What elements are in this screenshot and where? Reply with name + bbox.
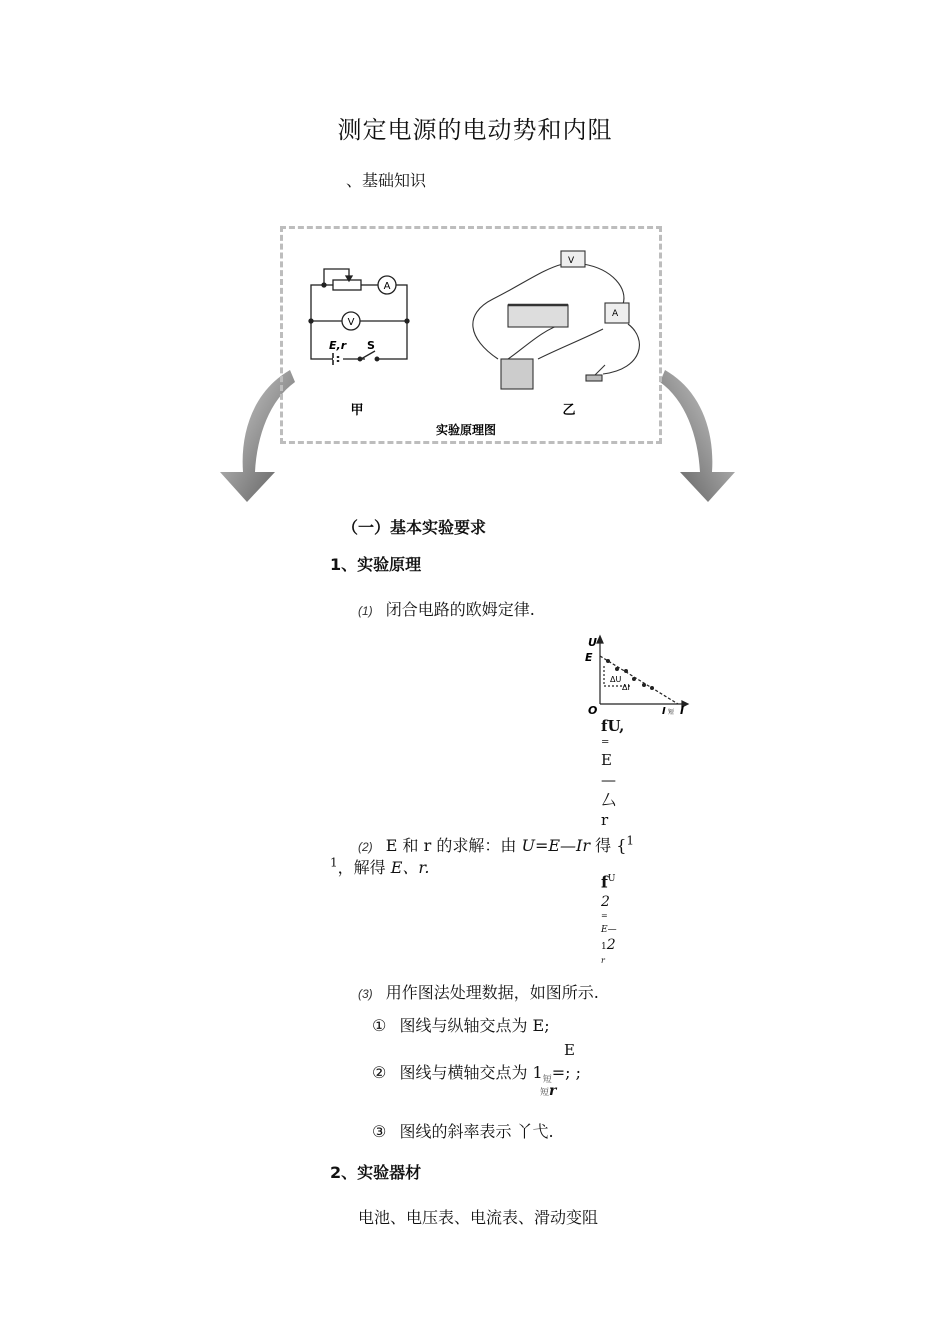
- paragraph-3: [358, 980, 599, 1003]
- point-3: [372, 1119, 554, 1142]
- equipment-text: 电池、电压表、电流表、滑动变阻: [358, 1208, 599, 1227]
- emf-label: E,r: [329, 339, 347, 352]
- point-2-frac-r: r: [549, 1083, 557, 1099]
- graph-u-axis: U: [588, 636, 597, 649]
- item-2-num: 2、: [330, 1163, 358, 1182]
- apparatus-ammeter-icon: A: [612, 309, 619, 319]
- item-2-label: 实验器材: [357, 1163, 422, 1182]
- fragment: E: [601, 751, 612, 769]
- label-yi: 乙: [562, 403, 576, 418]
- p2-brace: {: [616, 836, 627, 855]
- section-basic-knowledge: 、基础知识: [346, 171, 427, 190]
- p3-text: 用作图法处理数据，如图所示.: [385, 983, 599, 1002]
- graph-e-label: E: [585, 651, 593, 664]
- paragraph-2: [358, 833, 634, 856]
- fragment: 2: [601, 894, 610, 911]
- voltmeter-symbol: V: [347, 317, 355, 328]
- p2-sup: 1: [626, 833, 635, 848]
- p2-text-b: 得: [595, 836, 612, 855]
- fragment: U: [607, 874, 616, 884]
- graph-i-short-sub: 短: [668, 709, 675, 716]
- graph-delta-i: ΔI: [622, 683, 630, 692]
- p3-num: (3): [358, 987, 373, 1001]
- fragment: r: [601, 956, 605, 966]
- point-2-frac-bottom: [540, 1083, 556, 1099]
- subsection-heading: [342, 515, 486, 538]
- point-3-tail: 丫弋.: [516, 1122, 554, 1141]
- point-2: [372, 1060, 581, 1085]
- item-1-heading: [330, 552, 421, 575]
- point-2-frac-top: E: [564, 1041, 575, 1059]
- point-3-text: 图线的斜率表示: [399, 1122, 512, 1141]
- point-1-text: 图线与纵轴交点为 E;: [399, 1016, 550, 1035]
- fragment: f: [601, 872, 608, 892]
- label-jia: 甲: [350, 403, 364, 418]
- p2-num: (2): [358, 840, 373, 854]
- subsection-heading-text: （一）基本实验要求: [342, 518, 487, 537]
- apparatus-yi: [473, 251, 640, 389]
- fragment: 1: [601, 942, 607, 953]
- graph-origin: O: [588, 704, 598, 716]
- circuit-jia: [309, 269, 409, 365]
- p2-formula: U=E—Ir: [521, 836, 590, 855]
- graph-i-short: I: [662, 706, 666, 716]
- lower-fragments: [601, 872, 625, 968]
- p2-line2-text: ，解得: [337, 858, 386, 877]
- item-1-num: 1、: [330, 555, 358, 574]
- fragment: =: [601, 737, 610, 748]
- p1-text: 闭合电路的欧姆定律.: [385, 600, 535, 619]
- ammeter-symbol: A: [383, 281, 391, 292]
- paragraph-1: [358, 597, 535, 620]
- fragment: 2: [606, 937, 616, 954]
- figure-caption: 实验原理图: [435, 423, 497, 437]
- p2-line2-sup: 1: [330, 855, 338, 870]
- fragment: 厶: [601, 791, 617, 809]
- point-2-text: 图线与横轴交点为 1: [399, 1063, 543, 1082]
- page-title: 测定电源的电动势和内阻: [337, 116, 613, 144]
- graph-i-axis: I: [680, 704, 685, 716]
- fragment: E—: [601, 925, 617, 936]
- u-i-graph: [582, 634, 690, 716]
- right-arrow-icon: [660, 360, 740, 510]
- paragraph-2-line-2: [330, 855, 429, 878]
- switch-label: S: [367, 339, 375, 352]
- figure-dashed-frame: [280, 226, 662, 444]
- point-2-frac-sub: 短: [540, 1088, 550, 1098]
- point-2-tail: =; ;: [551, 1063, 582, 1082]
- apparatus-voltmeter-icon: V: [568, 256, 575, 266]
- p2-line2-vars: E、r.: [390, 858, 430, 877]
- p1-num: (1): [358, 604, 373, 618]
- graph-delta-u: ΔU: [610, 675, 622, 684]
- fragment: fU,: [601, 717, 625, 735]
- fragment: =: [601, 911, 608, 921]
- point-2-sub: 短: [542, 1075, 552, 1086]
- point-2-marker: ②: [372, 1063, 387, 1082]
- vertical-fragments: [601, 716, 623, 830]
- point-1: [372, 1013, 550, 1036]
- fragment: —: [601, 771, 616, 789]
- point-1-marker: ①: [372, 1016, 387, 1035]
- circuit-diagrams: [283, 229, 659, 441]
- item-1-label: 实验原理: [357, 555, 422, 574]
- fragment: r: [601, 811, 609, 829]
- p2-text-a: E 和 r 的求解：由: [385, 836, 517, 855]
- item-2-heading: [330, 1160, 421, 1183]
- point-3-marker: ③: [372, 1122, 387, 1141]
